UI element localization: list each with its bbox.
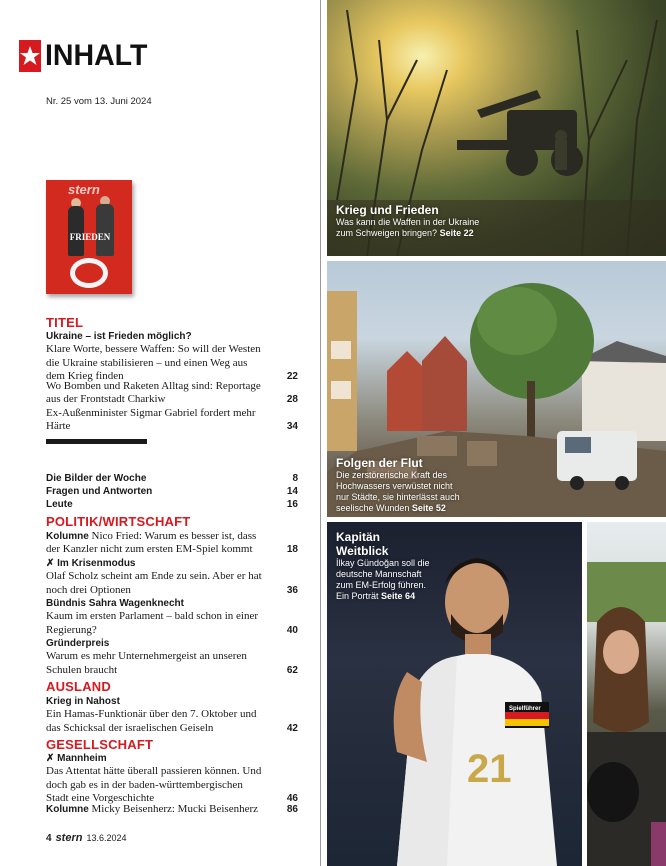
magazine-cover-thumbnail[interactable]: [46, 180, 132, 294]
entry-text: Warum es mehr Unternehmergeist an unseren Schulen braucht: [46, 650, 247, 676]
entry-kicker: Gründerpreis: [46, 638, 110, 649]
entry-page: 40: [286, 624, 298, 636]
entry-text: Leute: [46, 499, 73, 510]
toc-entry[interactable]: [46, 752, 298, 806]
entry-text: Ex-Außenminister Sigmar Gabriel fordert mehr Härte: [46, 407, 256, 433]
peace-symbol-icon: [70, 258, 108, 288]
entry-page: 34: [286, 421, 298, 433]
cover-figure: [96, 204, 114, 256]
footer-page-number: 4: [46, 833, 52, 844]
toc-entry[interactable]: [46, 803, 298, 816]
pen-icon: ✗: [46, 558, 55, 569]
entry-text: Das Attentat hätte überall passieren können. Und doch gab es in der baden-württembergischen Stadt eine Vorgeschichte: [46, 765, 262, 805]
photo-caption: [336, 530, 431, 602]
captain-armband: Spielführer: [509, 706, 541, 712]
entry-page: 36: [286, 584, 298, 596]
caption-text: Die zerstörerische Kraft des Hochwassers verwüstet nicht nur Städte, sie hinterlässt auch seelische Wunden: [336, 470, 460, 513]
entry-page: 28: [286, 394, 298, 406]
entry-page: 46: [286, 793, 298, 805]
toc-entry[interactable]: [46, 530, 298, 557]
entry-page: 14: [286, 486, 298, 497]
toc-header: [19, 40, 153, 72]
section-heading-politik: POLITIK/WIRTSCHAFT: [46, 514, 191, 529]
entry-text: Ein Hamas-Funktionär über den 7. Oktober und das Schicksal der israelischen Geiseln: [46, 708, 257, 734]
caption-page-ref: Seite 64: [381, 591, 416, 601]
footer-date: 13.6.2024: [86, 833, 127, 843]
entry-text: Kaum im ersten Parlament – bald schon in einer Regierung?: [46, 610, 258, 636]
entry-kicker: Im Krisenmodus: [57, 558, 136, 569]
toc-entry[interactable]: [46, 330, 298, 384]
toc-entry[interactable]: [46, 407, 298, 434]
entry-text: Fragen und Antworten: [46, 486, 153, 497]
photo-caption: [336, 456, 466, 514]
section-heading-titel: TITEL: [46, 315, 84, 330]
photo-kapitaen[interactable]: [327, 522, 582, 866]
photo-mannheim[interactable]: [587, 522, 666, 866]
section-heading-gesellschaft: GESELLSCHAFT: [46, 737, 154, 752]
entry-page: 18: [286, 544, 298, 556]
photo-krieg[interactable]: [327, 0, 666, 256]
entry-text: Micky Beisenherz: Mucki Beisenherz: [91, 803, 259, 815]
entry-text: Wo Bomben und Raketen Alltag sind: Reportage aus der Frontstadt Charkiw: [46, 380, 261, 406]
section-rule: [46, 439, 147, 444]
column-divider: [320, 0, 321, 866]
photo-flut[interactable]: [327, 261, 666, 517]
entry-kicker: Krieg in Nahost: [46, 696, 120, 707]
page-footer: [46, 832, 127, 844]
toc-entry[interactable]: [46, 637, 298, 677]
page-title: INHALT: [45, 39, 148, 72]
entry-text: Nico Fried: Warum es besser ist, dass der Kanzler nicht zum ersten EM-Spiel kommt: [46, 530, 257, 556]
issue-line: Nr. 25 vom 13. Juni 2024: [46, 96, 152, 107]
jersey-number: 21: [467, 747, 512, 791]
entry-kicker: Ukraine – ist Frieden möglich?: [46, 331, 192, 342]
entry-page: 86: [286, 804, 298, 815]
pen-icon: ✗: [46, 753, 55, 764]
entry-kicker: Kolumne: [46, 804, 89, 815]
caption-text: İlkay Gündoğan soll die deutsche Mannschaft zum EM-Erfolg führen. Ein Porträt: [336, 558, 430, 601]
entry-page: 16: [286, 499, 298, 510]
toc-entry[interactable]: [46, 557, 298, 597]
section-heading-ausland: AUSLAND: [46, 679, 111, 694]
entry-text: Klare Worte, bessere Waffen: So will der Westen die Ukraine stabilisieren – und einen Weg aus dem Krieg finden: [46, 343, 261, 383]
toc-entry[interactable]: [46, 597, 298, 637]
entry-page: 22: [286, 371, 298, 383]
entry-text: Die Bilder der Woche: [46, 473, 147, 484]
entry-page: 62: [286, 664, 298, 676]
cover-headline: FRIEDEN: [69, 232, 111, 242]
photo-caption: [336, 203, 486, 239]
toc-entry[interactable]: [46, 498, 298, 511]
toc-entry[interactable]: [46, 695, 298, 735]
caption-title: Folgen der Flut: [336, 456, 423, 470]
entry-page: 8: [292, 473, 298, 484]
entry-text: Olaf Scholz scheint am Ende zu sein. Aber er hat noch drei Optionen: [46, 570, 262, 596]
toc-entry[interactable]: [46, 380, 298, 407]
entry-kicker: Kolumne: [46, 531, 89, 542]
cover-masthead: stern: [68, 182, 100, 197]
toc-entry[interactable]: [46, 485, 298, 498]
entry-kicker: Mannheim: [57, 753, 107, 764]
stern-star-icon: [19, 40, 41, 72]
footer-brand: stern: [55, 832, 83, 844]
cover-figure: [68, 206, 84, 256]
toc-entry[interactable]: [46, 472, 298, 485]
toc-column: [0, 0, 320, 866]
caption-title: Krieg und Frieden: [336, 203, 439, 217]
caption-page-ref: Seite 52: [411, 503, 446, 513]
entry-kicker: Bündnis Sahra Wagenknecht: [46, 598, 184, 609]
entry-page: 42: [286, 722, 298, 734]
caption-page-ref: Seite 22: [439, 228, 474, 238]
caption-text: Was kann die Waffen in der Ukraine zum Schweigen bringen?: [336, 217, 480, 238]
caption-title: Kapitän Weitblick: [336, 530, 389, 558]
